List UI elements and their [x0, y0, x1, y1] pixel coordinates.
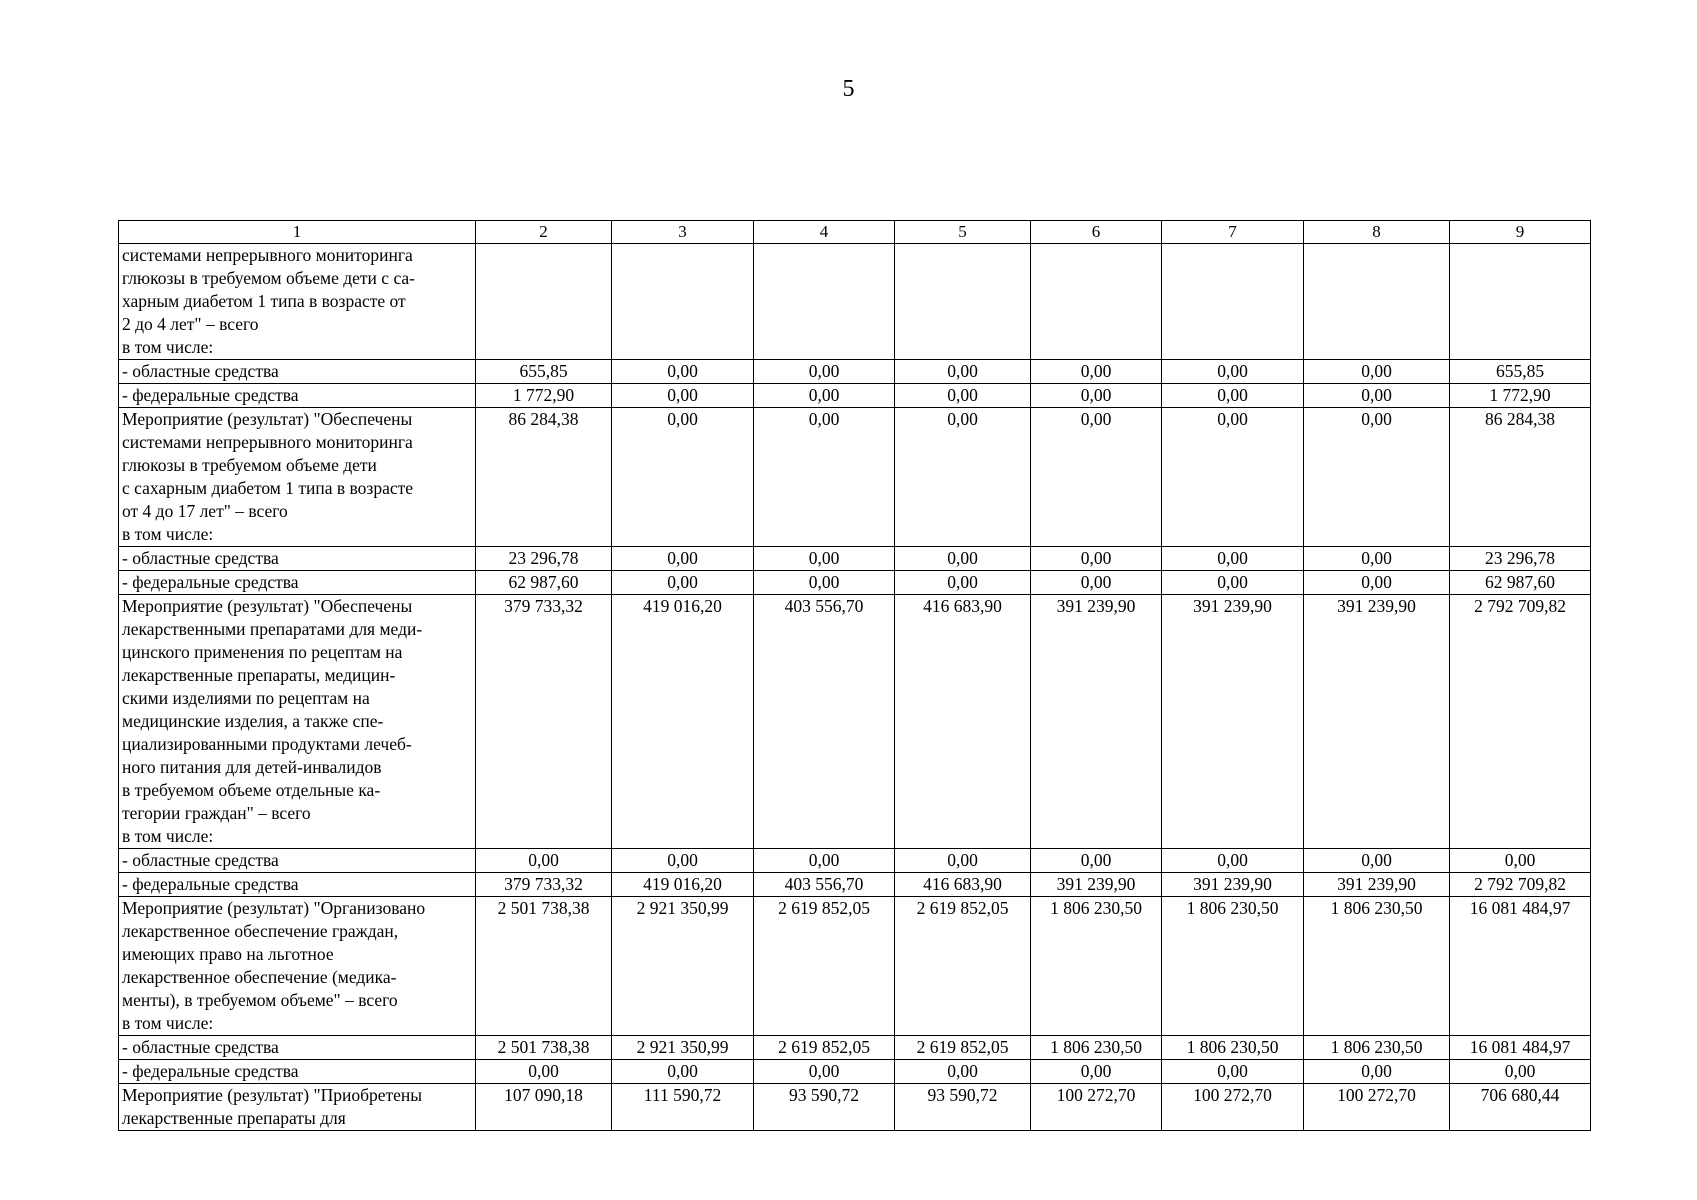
- amount-cell: 403 556,70: [754, 873, 895, 897]
- amount-cell: 86 284,38: [476, 408, 612, 547]
- amount-cell: 0,00: [1304, 360, 1450, 384]
- row-label: - федеральные средства: [119, 1060, 476, 1084]
- column-number: 1: [119, 221, 476, 244]
- amount-cell: 0,00: [1162, 360, 1304, 384]
- row-label: - федеральные средства: [119, 873, 476, 897]
- amount-cell: 391 239,90: [1162, 873, 1304, 897]
- amount-cell: 100 272,70: [1162, 1084, 1304, 1131]
- amount-cell: 403 556,70: [754, 595, 895, 849]
- amount-cell: 0,00: [1162, 384, 1304, 408]
- amount-cell: 0,00: [754, 849, 895, 873]
- amount-cell: 0,00: [754, 571, 895, 595]
- amount-cell: 1 806 230,50: [1162, 897, 1304, 1036]
- amount-cell: 706 680,44: [1450, 1084, 1591, 1131]
- amount-cell: 0,00: [612, 384, 754, 408]
- column-number: 2: [476, 221, 612, 244]
- table-row: [119, 360, 1591, 384]
- amount-cell: 2 619 852,05: [895, 1036, 1031, 1060]
- row-label: Мероприятие (результат) "Обеспечены лекарственными препаратами для меди- цинского применения по рецептам на лекарственные препараты, медицин- скими изделиями по рецептам на медицинские изделия, а также спе- циализированными продуктами лечеб- ного питания для детей-инвалидов в требуемом объеме отдельные ка- тегории граждан" – всего в том числе:: [119, 595, 476, 849]
- amount-cell: 0,00: [895, 571, 1031, 595]
- amount-cell: 0,00: [895, 849, 1031, 873]
- amount-cell: [1031, 244, 1162, 360]
- amount-cell: 391 239,90: [1304, 595, 1450, 849]
- amount-cell: 100 272,70: [1304, 1084, 1450, 1131]
- row-label: - областные средства: [119, 849, 476, 873]
- amount-cell: 0,00: [1031, 384, 1162, 408]
- amount-cell: 0,00: [1031, 849, 1162, 873]
- amount-cell: 62 987,60: [1450, 571, 1591, 595]
- amount-cell: 379 733,32: [476, 595, 612, 849]
- row-label: - областные средства: [119, 1036, 476, 1060]
- column-number: 8: [1304, 221, 1450, 244]
- amount-cell: 391 239,90: [1031, 873, 1162, 897]
- amount-cell: 0,00: [1304, 571, 1450, 595]
- amount-cell: 0,00: [1162, 571, 1304, 595]
- amount-cell: 0,00: [895, 360, 1031, 384]
- table-row: [119, 244, 1591, 360]
- table-row: [119, 849, 1591, 873]
- row-label: - областные средства: [119, 360, 476, 384]
- column-number: 7: [1162, 221, 1304, 244]
- amount-cell: [1304, 244, 1450, 360]
- amount-cell: 0,00: [895, 1060, 1031, 1084]
- amount-cell: 0,00: [1162, 849, 1304, 873]
- table-row: [119, 873, 1591, 897]
- amount-cell: 0,00: [1162, 1060, 1304, 1084]
- amount-cell: 0,00: [895, 547, 1031, 571]
- amount-cell: 0,00: [754, 408, 895, 547]
- amount-cell: 391 239,90: [1304, 873, 1450, 897]
- table-row: [119, 408, 1591, 547]
- table-body: [119, 221, 1591, 1131]
- amount-cell: [1450, 244, 1591, 360]
- amount-cell: 1 772,90: [1450, 384, 1591, 408]
- amount-cell: 0,00: [754, 547, 895, 571]
- amount-cell: 1 772,90: [476, 384, 612, 408]
- column-number: 6: [1031, 221, 1162, 244]
- row-label: - федеральные средства: [119, 384, 476, 408]
- amount-cell: 391 239,90: [1031, 595, 1162, 849]
- amount-cell: 0,00: [612, 1060, 754, 1084]
- amount-cell: 0,00: [1304, 849, 1450, 873]
- column-number: 3: [612, 221, 754, 244]
- budget-table: [118, 220, 1591, 1131]
- amount-cell: 62 987,60: [476, 571, 612, 595]
- amount-cell: 1 806 230,50: [1304, 897, 1450, 1036]
- amount-cell: 0,00: [754, 360, 895, 384]
- amount-cell: 2 792 709,82: [1450, 595, 1591, 849]
- amount-cell: 0,00: [1031, 360, 1162, 384]
- table-row: [119, 571, 1591, 595]
- amount-cell: 0,00: [1162, 408, 1304, 547]
- amount-cell: 0,00: [476, 1060, 612, 1084]
- amount-cell: 0,00: [612, 360, 754, 384]
- amount-cell: 416 683,90: [895, 595, 1031, 849]
- amount-cell: 0,00: [1304, 408, 1450, 547]
- amount-cell: 1 806 230,50: [1031, 897, 1162, 1036]
- table-row: [119, 547, 1591, 571]
- amount-cell: [895, 244, 1031, 360]
- amount-cell: 0,00: [1031, 571, 1162, 595]
- amount-cell: 0,00: [1031, 547, 1162, 571]
- row-label: Мероприятие (результат) "Приобретены лекарственные препараты для: [119, 1084, 476, 1131]
- amount-cell: 23 296,78: [1450, 547, 1591, 571]
- amount-cell: 0,00: [476, 849, 612, 873]
- amount-cell: 655,85: [476, 360, 612, 384]
- amount-cell: 391 239,90: [1162, 595, 1304, 849]
- row-label: Мероприятие (результат) "Обеспечены системами непрерывного мониторинга глюкозы в требуемом объеме дети с сахарным диабетом 1 типа в возрасте от 4 до 17 лет" – всего в том числе:: [119, 408, 476, 547]
- amount-cell: 0,00: [1162, 547, 1304, 571]
- amount-cell: 2 619 852,05: [895, 897, 1031, 1036]
- amount-cell: 16 081 484,97: [1450, 897, 1591, 1036]
- row-label: системами непрерывного мониторинга глюкозы в требуемом объеме дети с са- харным диабетом 1 типа в возрасте от 2 до 4 лет" – всего в том числе:: [119, 244, 476, 360]
- amount-cell: 2 619 852,05: [754, 1036, 895, 1060]
- amount-cell: 0,00: [1450, 849, 1591, 873]
- row-label: Мероприятие (результат) "Организовано лекарственное обеспечение граждан, имеющих право на льготное лекарственное обеспечение (медика- менты), в требуемом объеме" – всего в том числе:: [119, 897, 476, 1036]
- amount-cell: 0,00: [612, 408, 754, 547]
- amount-cell: 2 792 709,82: [1450, 873, 1591, 897]
- table-row: [119, 1060, 1591, 1084]
- column-number: 4: [754, 221, 895, 244]
- table-row: [119, 595, 1591, 849]
- amount-cell: 419 016,20: [612, 873, 754, 897]
- column-number: 9: [1450, 221, 1591, 244]
- amount-cell: [1162, 244, 1304, 360]
- amount-cell: 2 619 852,05: [754, 897, 895, 1036]
- row-label: - областные средства: [119, 547, 476, 571]
- amount-cell: 0,00: [1304, 547, 1450, 571]
- row-label: - федеральные средства: [119, 571, 476, 595]
- amount-cell: 0,00: [1304, 1060, 1450, 1084]
- amount-cell: 0,00: [612, 849, 754, 873]
- table-row: [119, 1084, 1591, 1131]
- table-row: [119, 1036, 1591, 1060]
- page-number: 5: [842, 76, 855, 102]
- amount-cell: 93 590,72: [754, 1084, 895, 1131]
- amount-cell: 1 806 230,50: [1162, 1036, 1304, 1060]
- amount-cell: 86 284,38: [1450, 408, 1591, 547]
- amount-cell: 416 683,90: [895, 873, 1031, 897]
- amount-cell: 0,00: [612, 571, 754, 595]
- amount-cell: 0,00: [895, 384, 1031, 408]
- amount-cell: 107 090,18: [476, 1084, 612, 1131]
- amount-cell: 0,00: [1031, 1060, 1162, 1084]
- amount-cell: 2 501 738,38: [476, 897, 612, 1036]
- amount-cell: 0,00: [1450, 1060, 1591, 1084]
- amount-cell: 2 921 350,99: [612, 1036, 754, 1060]
- column-number: 5: [895, 221, 1031, 244]
- amount-cell: 0,00: [612, 547, 754, 571]
- amount-cell: 0,00: [1304, 384, 1450, 408]
- amount-cell: 419 016,20: [612, 595, 754, 849]
- column-number-row: [119, 221, 1591, 244]
- amount-cell: 100 272,70: [1031, 1084, 1162, 1131]
- amount-cell: 1 806 230,50: [1304, 1036, 1450, 1060]
- amount-cell: [476, 244, 612, 360]
- amount-cell: 111 590,72: [612, 1084, 754, 1131]
- amount-cell: [612, 244, 754, 360]
- table-row: [119, 897, 1591, 1036]
- amount-cell: 655,85: [1450, 360, 1591, 384]
- amount-cell: 0,00: [1031, 408, 1162, 547]
- amount-cell: 379 733,32: [476, 873, 612, 897]
- amount-cell: 93 590,72: [895, 1084, 1031, 1131]
- amount-cell: 0,00: [754, 384, 895, 408]
- amount-cell: 0,00: [754, 1060, 895, 1084]
- amount-cell: 23 296,78: [476, 547, 612, 571]
- amount-cell: 0,00: [895, 408, 1031, 547]
- amount-cell: 1 806 230,50: [1031, 1036, 1162, 1060]
- amount-cell: 2 501 738,38: [476, 1036, 612, 1060]
- amount-cell: 2 921 350,99: [612, 897, 754, 1036]
- table-row: [119, 384, 1591, 408]
- amount-cell: 16 081 484,97: [1450, 1036, 1591, 1060]
- amount-cell: [754, 244, 895, 360]
